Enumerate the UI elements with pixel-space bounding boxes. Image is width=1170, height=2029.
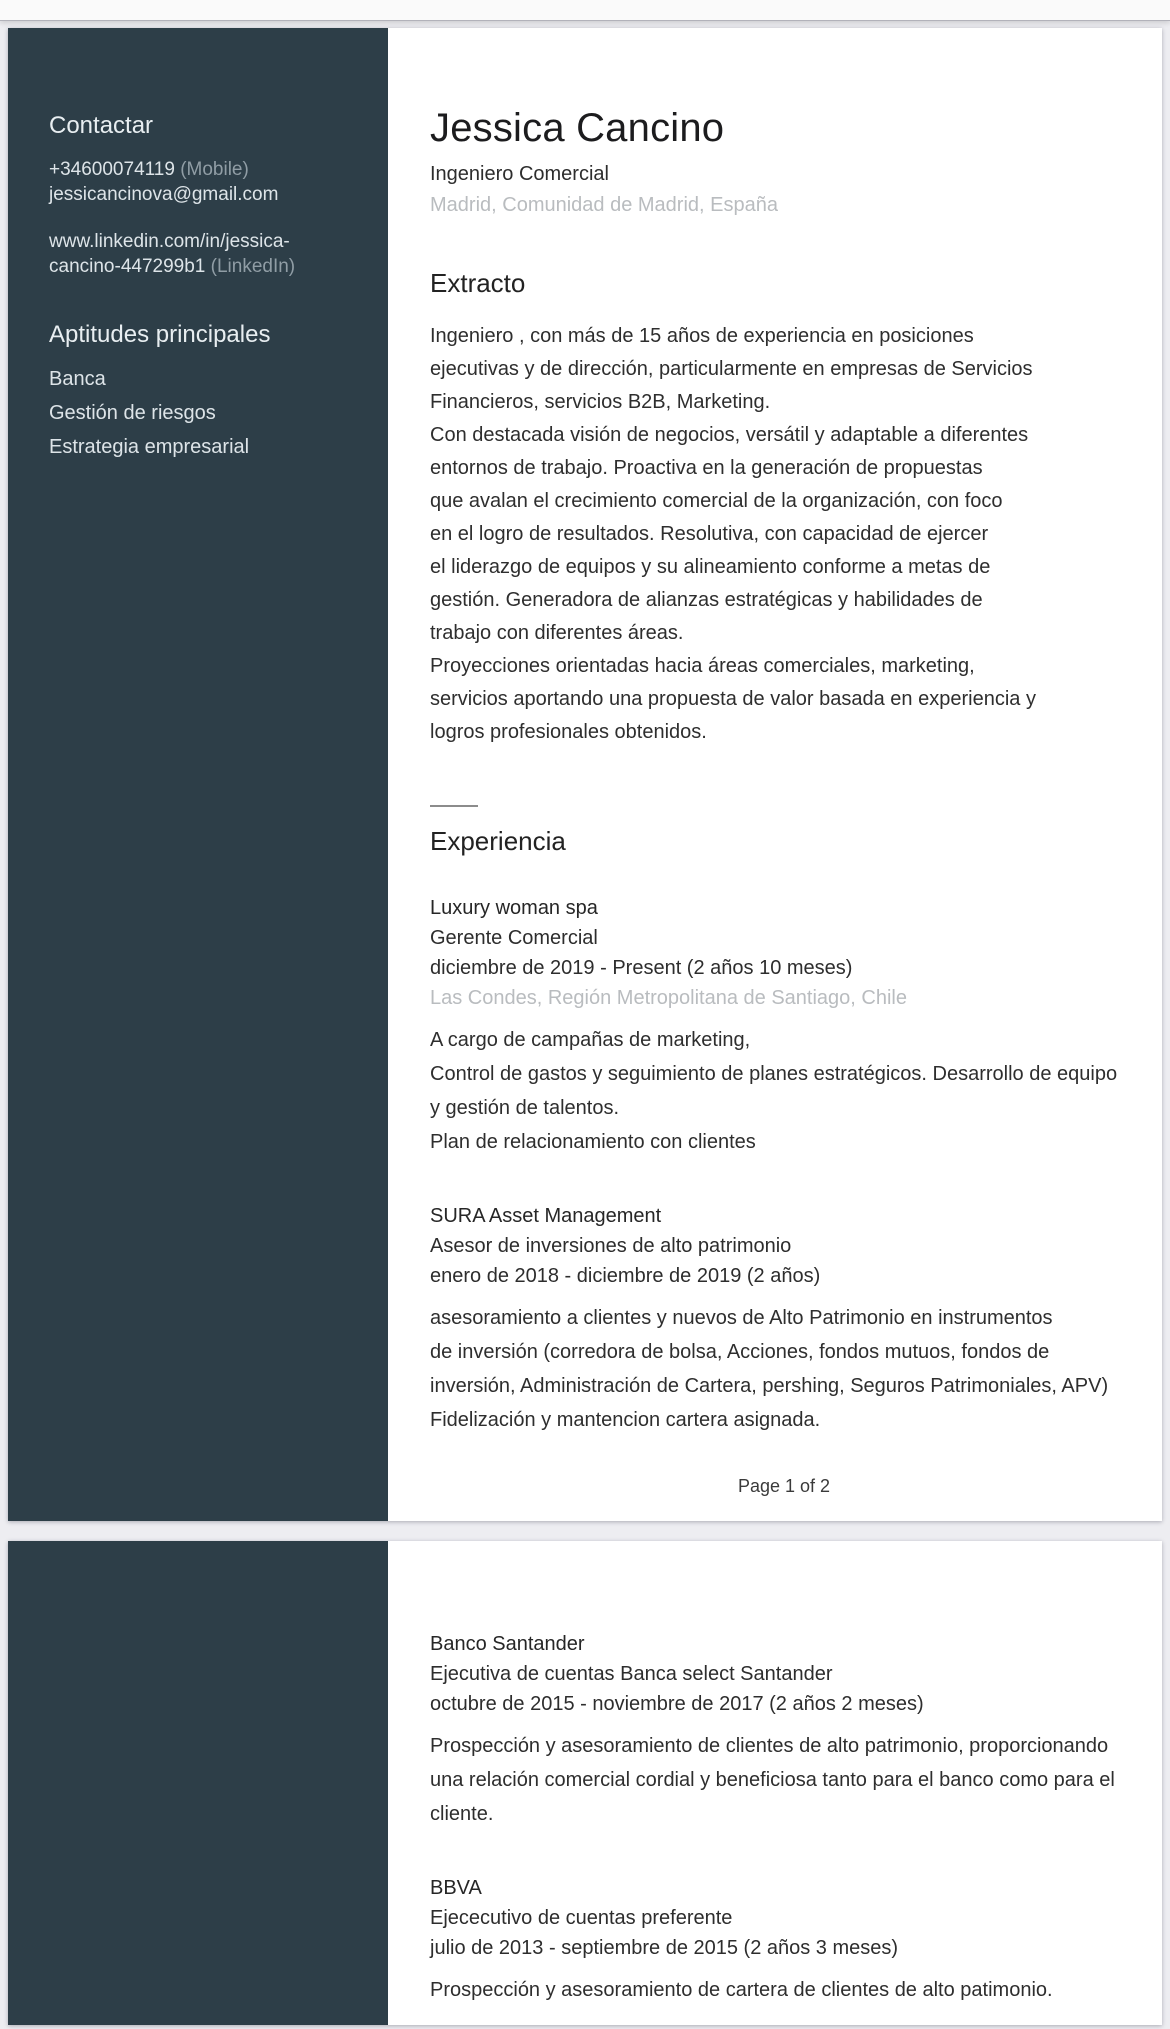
skills-heading: Aptitudes principales [49, 321, 271, 348]
experience-entry [430, 1201, 1130, 1437]
email-line [49, 182, 350, 207]
job-location: Las Condes, Región Metropolitana de Santiago, Chile [430, 987, 907, 1009]
section-divider [430, 805, 478, 807]
company-name: Luxury woman spa [430, 897, 598, 919]
job-title: Ejecutiva de cuentas Banca select Santander [430, 1663, 833, 1685]
sidebar [8, 28, 388, 1521]
main-column-page-1 [388, 28, 1162, 1521]
skill-item: Banca [49, 368, 106, 390]
summary-heading: Extracto [430, 268, 526, 298]
job-title: Gerente Comercial [430, 927, 598, 949]
top-chrome-strip [0, 0, 1170, 21]
sidebar-page-2 [8, 1541, 388, 2025]
person-location: Madrid, Comunidad de Madrid, España [430, 194, 778, 216]
company-name: Banco Santander [430, 1633, 585, 1655]
company-name: BBVA [430, 1877, 482, 1899]
job-dates: diciembre de 2019 - Present (2 años 10 meses) [430, 957, 853, 979]
experience-entry [430, 1629, 1130, 1831]
experience-entry [430, 1873, 1130, 2007]
resume-page-2 [8, 1541, 1162, 2025]
job-description: Prospección y asesoramiento de clientes de alto patrimonio, proporcionando una relación comercial cordial y beneficiosa tanto para el banco como para el cliente. [430, 1735, 1115, 1825]
job-dates: octubre de 2015 - noviembre de 2017 (2 años 2 meses) [430, 1693, 924, 1715]
job-description: Prospección y asesoramiento de cartera de clientes de alto patimonio. [430, 1979, 1053, 2001]
skill-item: Gestión de riesgos [49, 402, 216, 424]
phone-line [49, 157, 350, 182]
skills-list [49, 362, 350, 464]
job-title: Asesor de inversiones de alto patrimonio [430, 1235, 792, 1257]
person-headline: Ingeniero Comercial [430, 163, 609, 185]
email-link[interactable]: jessicancinova@gmail.com [49, 184, 279, 205]
page-number-footer: Page 1 of 2 [737, 1476, 831, 1496]
skill-item: Estrategia empresarial [49, 436, 250, 458]
resume-page-1 [8, 28, 1162, 1521]
person-name: Jessica Cancino [430, 106, 725, 150]
phone-number: +34600074119 [49, 159, 175, 180]
contact-heading: Contactar [49, 112, 154, 139]
job-dates: enero de 2018 - diciembre de 2019 (2 años) [430, 1265, 821, 1287]
linkedin-link[interactable]: www.linkedin.com/in/jessica-cancino-447299b1 [49, 231, 290, 277]
summary-text: Ingeniero , con más de 15 años de experiencia en posiciones ejecutivas y de dirección, particularmente en empresas de Servicios Financieros, servicios B2B, Marketing. Con destacada visión de negocios, versátil y adaptable a diferentes entornos de trabajo. Proactiva en la generación de propuestas que avalan el crecimiento comercial de la organización, con foco en el logro de resultados. Resolutiva, con capacidad de ejercer el liderazgo de equipos y su alineamiento conforme a metas de gestión. Generadora de alianzas estratégicas y habilidades de trabajo con diferentes áreas. Proyecciones orientadas hacia áreas comerciales, marketing, servicios aportando una propuesta de valor basada en experiencia y logros profesionales obtenidos. [430, 325, 1036, 743]
job-title: Ejececutivo de cuentas preferente [430, 1907, 733, 1929]
job-description: asesoramiento a clientes y nuevos de Alto Patrimonio en instrumentos de inversión (corredora de bolsa, Acciones, fondos mutuos, fondos de inversión, Administración de Cartera, pershing, Seguros Patrimoniales, APV) Fidelización y mantencion cartera asignada. [430, 1307, 1109, 1431]
job-description: A cargo de campañas de marketing, Control de gastos y seguimiento de planes estratégicos. Desarrollo de equipo y gestión de talentos. Plan de relacionamiento con clientes [430, 1029, 1118, 1153]
job-dates: julio de 2013 - septiembre de 2015 (2 años 3 meses) [430, 1937, 899, 1959]
contact-block [49, 157, 350, 207]
company-name: SURA Asset Management [430, 1205, 662, 1227]
linkedin-block [49, 229, 350, 279]
phone-type-label: (Mobile) [180, 159, 249, 180]
experience-heading: Experiencia [430, 826, 566, 856]
linkedin-type-label: (LinkedIn) [210, 256, 296, 277]
experience-entry [430, 893, 1130, 1159]
main-column-page-2 [388, 1541, 1162, 2025]
